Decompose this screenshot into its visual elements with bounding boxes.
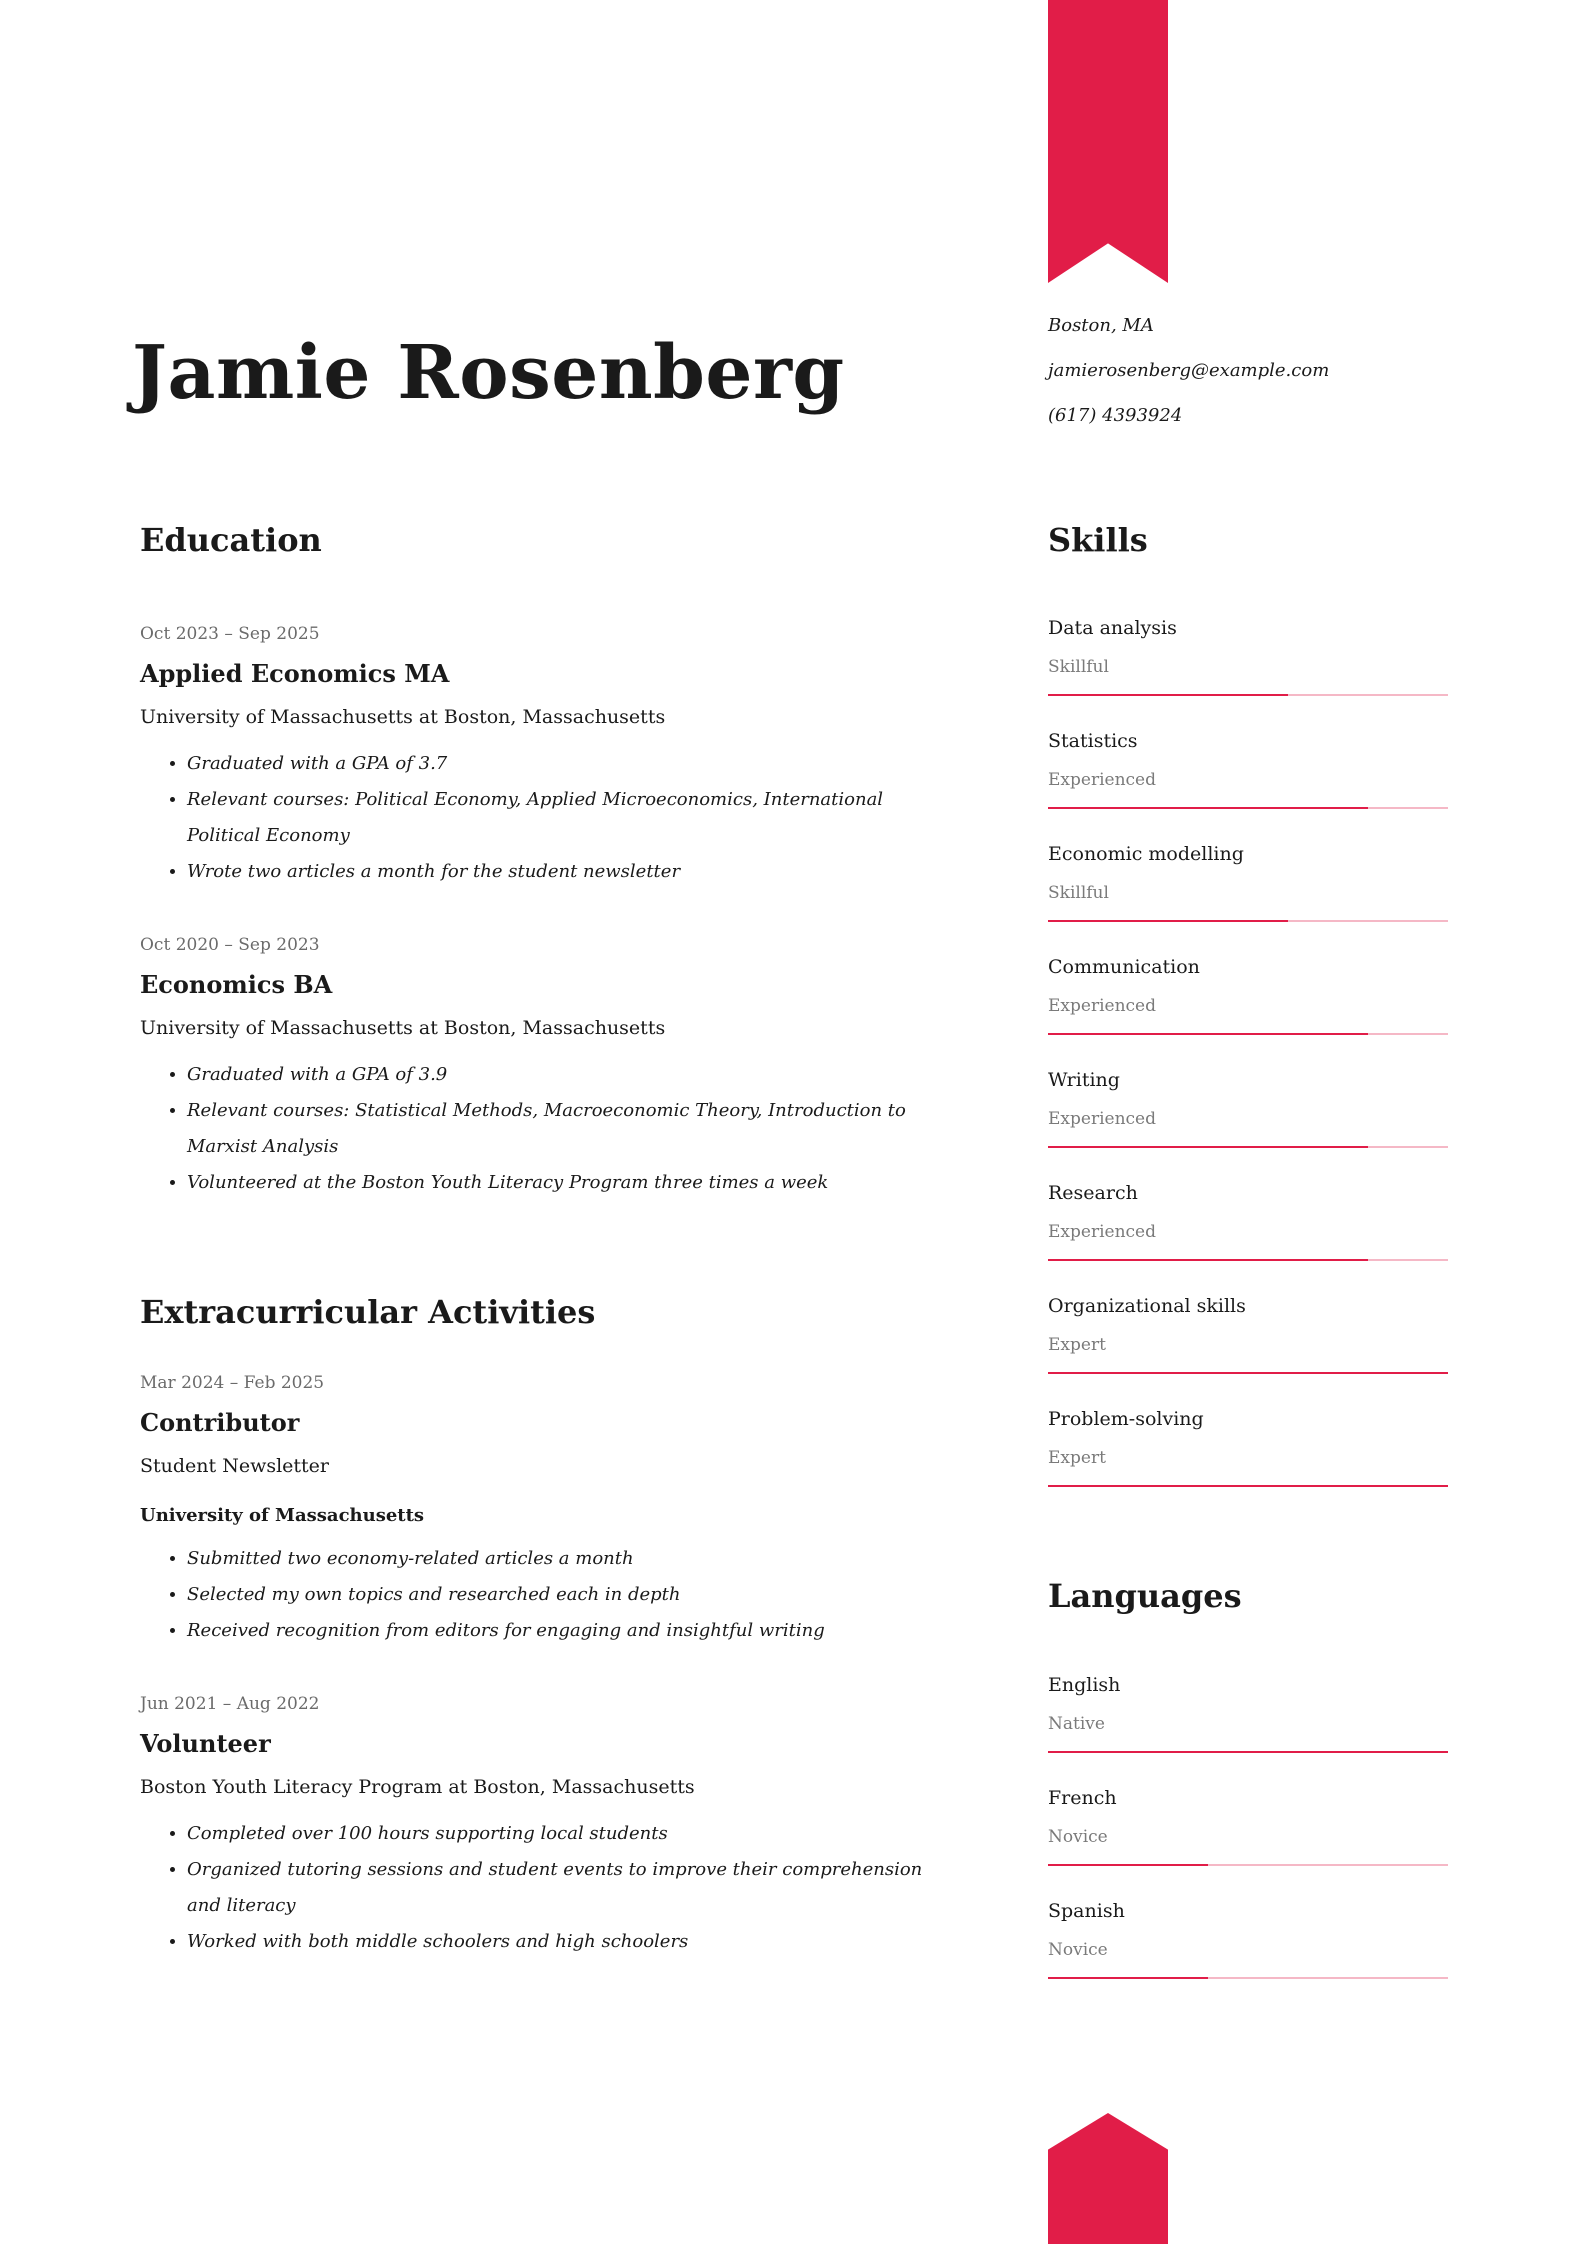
bullet-item: • Organized tutoring sessions and student events to improve their comprehension and literacy [187, 1852, 960, 1924]
language-level-bar-fill [1048, 1751, 1448, 1753]
language-item [1048, 1899, 1448, 2015]
activity-entry [140, 1372, 960, 1649]
sidebar-column [1048, 521, 1448, 2015]
skill-item [1048, 1410, 1448, 1523]
skill-level-bar [1048, 1485, 1448, 1487]
education-title: Education [140, 521, 322, 559]
language-level: Native [1048, 1713, 1105, 1734]
entry-date: Jun 2021 – Aug 2022 [140, 1694, 320, 1715]
ribbon-bottom-decoration [1048, 2113, 1168, 2244]
language-name: Spanish [1048, 1899, 1125, 1922]
contact-location: Boston, MA [1048, 315, 1154, 336]
entry-title: Economics BA [140, 969, 333, 999]
language-item [1048, 1673, 1448, 1789]
skill-item [1048, 619, 1448, 732]
entry-subtitle: Student Newsletter [140, 1454, 330, 1477]
skill-name: Economic modelling [1048, 843, 1244, 866]
language-level: Novice [1048, 1939, 1108, 1960]
bullet-item: • Completed over 100 hours supporting local students [187, 1816, 960, 1852]
contact-info [1048, 317, 1329, 452]
candidate-name: Jamie Rosenberg [132, 330, 845, 416]
activity-entry [140, 1696, 960, 1960]
skill-level: Experienced [1048, 996, 1156, 1017]
languages-list [1048, 1673, 1448, 2015]
language-item [1048, 1786, 1448, 1902]
skill-level-bar-fill [1048, 1259, 1368, 1261]
language-name: French [1048, 1786, 1117, 1809]
education-section [140, 521, 960, 1201]
skills-section [1048, 521, 1448, 1523]
skill-name: Communication [1048, 956, 1200, 979]
entry-institution: University of Massachusetts at Boston, Massachusetts [140, 706, 666, 729]
language-level-bar [1048, 1977, 1448, 1979]
skill-level-bar-fill [1048, 1485, 1448, 1487]
bullet-item: • Volunteered at the Boston Youth Literacy Program three times a week [187, 1165, 960, 1201]
bullet-item: • Graduated with a GPA of 3.7 [187, 746, 960, 782]
skill-item [1048, 1071, 1448, 1184]
entry-title: Applied Economics MA [140, 659, 450, 689]
skill-item [1048, 845, 1448, 958]
bullet-item: • Worked with both middle schoolers and high schoolers [187, 1924, 960, 1960]
education-entry [140, 934, 960, 1201]
skill-level-bar-fill [1048, 1372, 1448, 1374]
entry-title: Volunteer [140, 1729, 271, 1759]
entry-bullets [140, 1057, 960, 1201]
skill-name: Organizational skills [1048, 1295, 1246, 1318]
entry-date: Oct 2023 – Sep 2025 [140, 624, 320, 645]
extracurricular-title: Extracurricular Activities [140, 1292, 596, 1331]
skill-item [1048, 958, 1448, 1071]
contact-email[interactable]: jamierosenberg@example.com [1048, 360, 1330, 381]
skill-level-bar [1048, 1372, 1448, 1374]
skill-level-bar [1048, 694, 1448, 696]
entry-title: Contributor [140, 1407, 300, 1437]
skill-level-bar [1048, 1146, 1448, 1148]
skill-name: Research [1048, 1182, 1138, 1205]
entry-institution: University of Massachusetts at Boston, Massachusetts [140, 1016, 666, 1039]
language-level-bar [1048, 1751, 1448, 1753]
skill-level: Expert [1048, 1335, 1106, 1356]
skill-name: Problem-solving [1048, 1408, 1204, 1431]
entry-date: Mar 2024 – Feb 2025 [140, 1372, 325, 1393]
skill-item [1048, 1297, 1448, 1410]
skills-list [1048, 619, 1448, 1523]
skill-name: Statistics [1048, 730, 1138, 753]
entry-bullets [140, 746, 960, 890]
skill-level: Skillful [1048, 657, 1109, 678]
extracurricular-section [140, 1293, 960, 1960]
skill-level: Skillful [1048, 883, 1109, 904]
skill-level-bar-fill [1048, 807, 1368, 809]
bullet-item: • Wrote two articles a month for the student newsletter [187, 854, 960, 890]
language-name: English [1048, 1673, 1121, 1696]
skill-item [1048, 1184, 1448, 1297]
skill-level-bar [1048, 1033, 1448, 1035]
contact-phone[interactable]: (617) 4393924 [1048, 405, 1183, 426]
skill-name: Writing [1048, 1069, 1120, 1092]
bullet-item: • Submitted two economy-related articles a month [187, 1541, 960, 1577]
entry-bullets [140, 1541, 960, 1649]
skill-name: Data analysis [1048, 617, 1177, 640]
main-column [140, 521, 960, 1960]
entry-organization: University of Massachusetts [140, 1504, 425, 1526]
skill-level: Expert [1048, 1448, 1106, 1469]
education-entry [140, 626, 960, 890]
entry-date: Oct 2020 – Sep 2023 [140, 934, 320, 955]
skill-level-bar [1048, 807, 1448, 809]
skill-level-bar-fill [1048, 920, 1288, 922]
skill-level: Experienced [1048, 1222, 1156, 1243]
bullet-item: • Relevant courses: Political Economy, Applied Microeconomics, International Political Economy [187, 782, 960, 854]
bullet-item: • Received recognition from editors for engaging and insightful writing [187, 1613, 960, 1649]
entry-bullets [140, 1816, 960, 1960]
ribbon-top-decoration [1048, 0, 1168, 283]
skill-level-bar-fill [1048, 694, 1288, 696]
skill-level: Experienced [1048, 1109, 1156, 1130]
languages-title: Languages [1048, 1577, 1242, 1616]
skill-level-bar [1048, 920, 1448, 922]
skill-level: Experienced [1048, 770, 1156, 791]
skill-level-bar-fill [1048, 1146, 1368, 1148]
skill-level-bar [1048, 1259, 1448, 1261]
skills-title: Skills [1048, 521, 1148, 559]
language-level-bar-fill [1048, 1977, 1208, 1979]
bullet-item: • Selected my own topics and researched each in depth [187, 1577, 960, 1613]
languages-section [1048, 1577, 1448, 2014]
language-level-bar [1048, 1864, 1448, 1866]
language-level: Novice [1048, 1826, 1108, 1847]
entry-subtitle: Boston Youth Literacy Program at Boston, Massachusetts [140, 1775, 695, 1798]
skill-level-bar-fill [1048, 1033, 1368, 1035]
bullet-item: • Relevant courses: Statistical Methods, Macroeconomic Theory, Introduction to Marxist Analysis [187, 1093, 960, 1165]
bullet-item: • Graduated with a GPA of 3.9 [187, 1057, 960, 1093]
skill-item [1048, 732, 1448, 845]
language-level-bar-fill [1048, 1864, 1208, 1866]
